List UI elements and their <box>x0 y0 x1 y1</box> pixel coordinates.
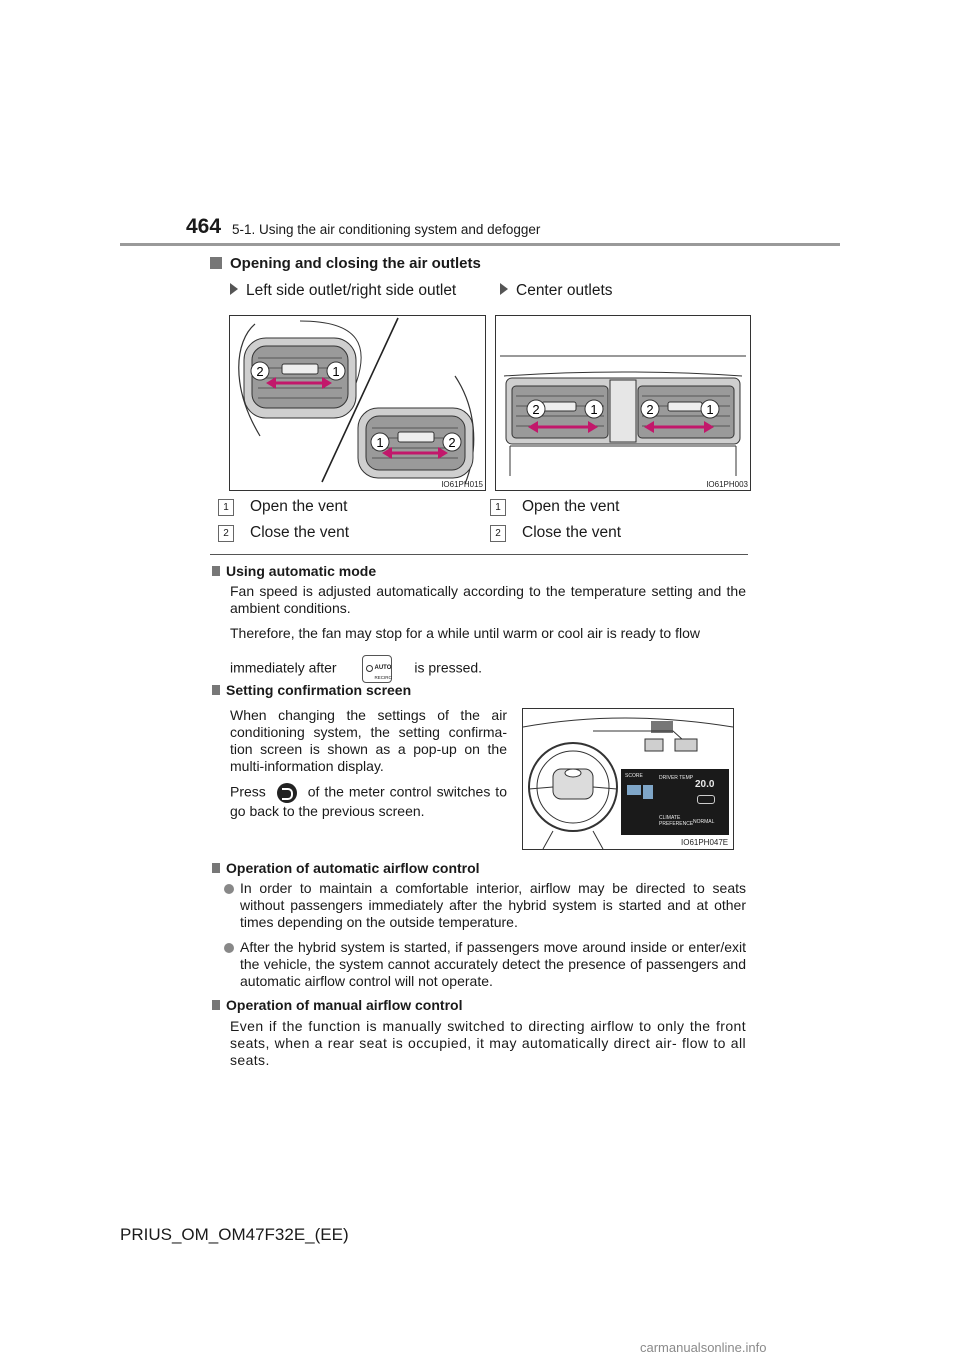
watermark: carmanualsonline.info <box>640 1340 767 1355</box>
footer-code: PRIUS_OM_OM47F32E_(EE) <box>120 1225 349 1244</box>
legend-right-open: 1 Open the vent <box>490 498 619 516</box>
subheading-center-outlets: Center outlets <box>500 282 613 300</box>
subheading-side-outlets: Left side outlet/right side outlet <box>230 282 456 300</box>
bullet-dot-icon <box>224 943 234 953</box>
square-bullet-icon <box>212 863 220 873</box>
bullet-dot-icon <box>224 884 234 894</box>
manual-airflow-heading: Operation of manual airflow control <box>212 997 462 1013</box>
figure-code: IO61PH015 <box>441 480 483 489</box>
auto-mode-para2-line2: immediately after AUTO RECIRC is pressed. <box>230 655 746 683</box>
auto-airflow-bullet-1: In order to maintain a comfortable interior, airflow may be directed to seats without passengers immediately after the hybrid system is started and at other times depending on the outside temperature. <box>224 880 746 931</box>
back-button-icon <box>277 783 297 803</box>
svg-text:1: 1 <box>332 364 340 379</box>
figure-code: IO61PH047E <box>681 838 729 847</box>
figure-display <box>522 708 734 850</box>
square-bullet-icon <box>212 1000 220 1010</box>
figure-side-outlets <box>229 315 486 491</box>
legend-left-open: 1 Open the vent <box>218 498 347 516</box>
page-number: 464 <box>186 215 222 238</box>
svg-text:1: 1 <box>376 435 384 450</box>
header-rule <box>120 243 840 246</box>
setting-confirmation-heading: Setting confirmation screen <box>212 682 411 698</box>
auto-mode-heading: Using automatic mode <box>212 563 376 579</box>
center-outlets-illustration <box>496 316 750 490</box>
setting-confirmation-para2: Press of the meter control switches to go back to the previous screen. <box>230 783 507 819</box>
auto-airflow-bullet-2: After the hybrid system is started, if passengers move around inside or enter/exit the vehicle, the system cannot accurately detect the presence of passengers and automatic airflow control will not operate. <box>224 939 746 990</box>
main-heading <box>210 255 481 272</box>
car-icon <box>697 795 715 804</box>
number-badge: 1 <box>490 499 506 516</box>
setting-confirmation-para1: When changing the settings of the air conditioning system, the setting confirma- tion screen is shown as a pop-up on the multi-information display. <box>230 707 507 774</box>
airflow-icon <box>643 785 653 799</box>
fan-icon <box>627 785 641 795</box>
legend-left-close: 2 Close the vent <box>218 524 349 542</box>
triangle-bullet-icon <box>500 283 508 295</box>
section-title: 5-1. Using the air conditioning system and defogger <box>232 222 541 237</box>
square-bullet-icon <box>212 685 220 695</box>
auto-button-icon: AUTO RECIRC <box>362 655 392 683</box>
side-outlets-illustration <box>230 316 485 490</box>
figure-code: IO61PH003 <box>706 480 748 489</box>
svg-text:2: 2 <box>448 435 456 450</box>
auto-airflow-heading: Operation of automatic airflow control <box>212 860 480 876</box>
manual-airflow-para: Even if the function is manually switched to directing airflow to only the front seats, when a rear seat is occupied, it may automatically direct air- flow to all seats. <box>230 1018 746 1068</box>
svg-text:1: 1 <box>706 402 714 417</box>
multi-information-display: SCORE DRIVER TEMP 20.0 CLIMATE PREFERENCE NORMAL <box>625 773 715 827</box>
number-badge: 2 <box>490 525 506 542</box>
legend-right-close: 2 Close the vent <box>490 524 621 542</box>
square-bullet-icon <box>212 566 220 576</box>
square-bullet-icon <box>210 257 222 269</box>
figure-center-outlets <box>495 315 751 491</box>
number-badge: 2 <box>218 525 234 542</box>
svg-text:2: 2 <box>646 402 654 417</box>
triangle-bullet-icon <box>230 283 238 295</box>
divider <box>210 554 748 555</box>
auto-mode-para2: Therefore, the fan may stop for a while until warm or cool air is ready to flow <box>230 625 700 641</box>
auto-mode-para1: Fan speed is adjusted automatically according to the temperature setting and the ambient conditions. <box>230 583 746 616</box>
svg-text:2: 2 <box>532 402 540 417</box>
svg-text:2: 2 <box>256 364 264 379</box>
svg-text:1: 1 <box>590 402 598 417</box>
number-badge: 1 <box>218 499 234 516</box>
main-heading-text: Opening and closing the air outlets <box>230 255 481 272</box>
